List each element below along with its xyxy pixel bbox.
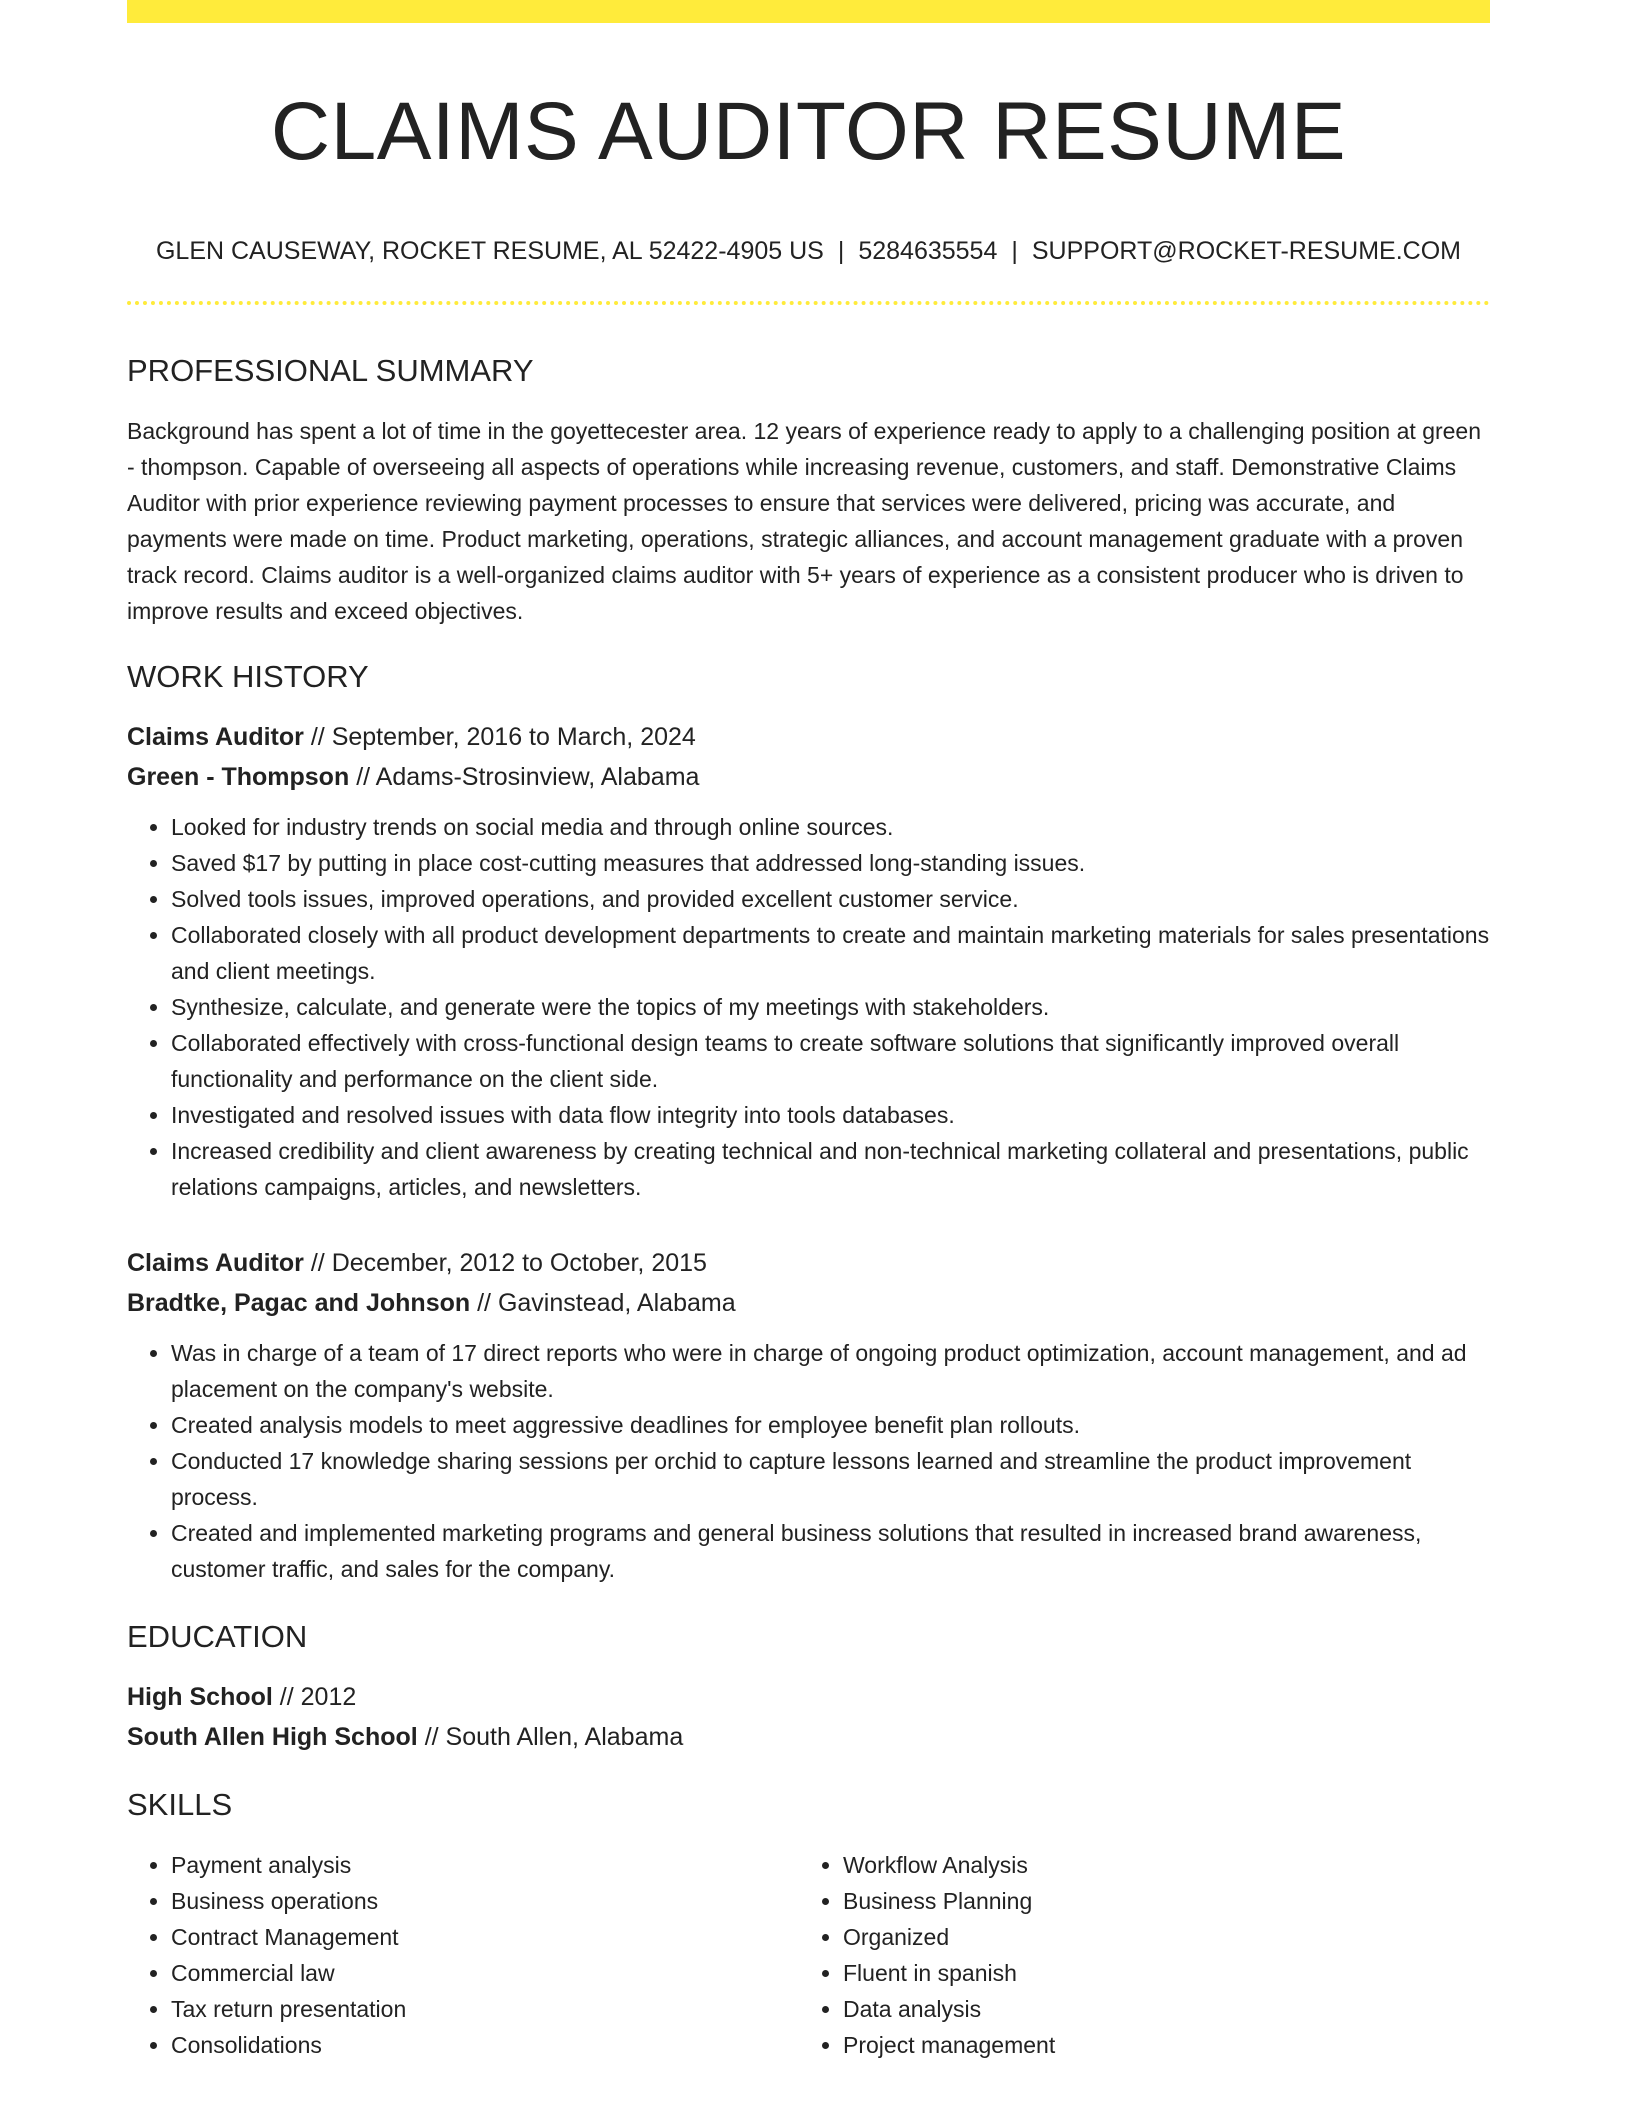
- job-bullet: • Collaborated closely with all product development departments to create and maintain marketing materials for sales presentations and client meetings.: [171, 917, 1490, 989]
- job-company: Green - Thompson: [127, 763, 350, 791]
- job-dates: September, 2016 to March, 2024: [331, 723, 696, 751]
- job-bullet-list: [127, 809, 1490, 1205]
- skill-item: • Workflow Analysis: [843, 1847, 1471, 1883]
- contact-address: GLEN CAUSEWAY, ROCKET RESUME, AL 52422-4905 US: [155, 237, 824, 265]
- contact-separator: |: [837, 237, 845, 265]
- job-title: Claims Auditor: [127, 1249, 304, 1277]
- education-entry: [127, 1677, 1490, 1757]
- job-title: Claims Auditor: [127, 723, 304, 751]
- summary-text: Background has spent a lot of time in the goyettecester area. 12 years of experience ready to apply to a challenging position at green - thompson. Capable of overseeing all aspects of operations while increasing revenue, customers, and staff. Demonstrative Claims Auditor with prior experience reviewing payment processes to ensure that services were delivered, pricing was accurate, and payments were made on time. Product marketing, operations, strategic alliances, and account management graduate with a proven track record. Claims auditor is a well-organized claims auditor with 5+ years of experience as a consistent producer who is driven to improve results and exceed objectives.: [127, 418, 1482, 624]
- resume-page: [127, 0, 1490, 2063]
- education-separator: //: [279, 1683, 294, 1711]
- job-separator: //: [310, 723, 325, 751]
- education-separator: //: [424, 1723, 439, 1751]
- skill-item: • Payment analysis: [171, 1847, 799, 1883]
- skills-column-right: [799, 1847, 1471, 2063]
- job-entry: [127, 1243, 1490, 1587]
- skill-item: • Commercial law: [171, 1955, 799, 1991]
- education-degree: High School: [127, 1683, 273, 1711]
- contact-separator: |: [1011, 237, 1018, 265]
- education-school-line: [127, 1717, 1490, 1757]
- job-bullet: • Looked for industry trends on social media and through online sources.: [171, 809, 1490, 845]
- job-bullet: • Saved $17 by putting in place cost-cutting measures that addressed long-standing issues.: [171, 845, 1490, 881]
- skill-item: • Organized: [843, 1919, 1471, 1955]
- skill-item: • Tax return presentation: [171, 1991, 799, 2027]
- job-company-line: [127, 757, 1490, 797]
- contact-email[interactable]: SUPPORT@ROCKET-RESUME.COM: [1031, 237, 1462, 265]
- dotted-divider: [127, 301, 1490, 305]
- job-dates: December, 2012 to October, 2015: [331, 1249, 707, 1277]
- education-year: 2012: [300, 1683, 357, 1711]
- job-bullet: • Created analysis models to meet aggressive deadlines for employee benefit plan rollouts.: [171, 1407, 1490, 1443]
- job-bullet: • Investigated and resolved issues with data flow integrity into tools databases.: [171, 1097, 1490, 1133]
- job-company-line: [127, 1283, 1490, 1323]
- skill-item: • Business Planning: [843, 1883, 1471, 1919]
- skill-item: • Data analysis: [843, 1991, 1471, 2027]
- summary-heading: PROFESSIONAL SUMMARY: [127, 353, 534, 388]
- job-bullet: • Collaborated effectively with cross-functional design teams to create software solutions that significantly improved overall functionality and performance on the client side.: [171, 1025, 1490, 1097]
- job-bullet: • Conducted 17 knowledge sharing sessions per orchid to capture lessons learned and streamline the product improvement process.: [171, 1443, 1490, 1515]
- skill-item: • Fluent in spanish: [843, 1955, 1471, 1991]
- job-company: Bradtke, Pagac and Johnson: [127, 1289, 471, 1317]
- job-separator: //: [310, 1249, 325, 1277]
- job-location: Adams-Strosinview, Alabama: [375, 763, 700, 791]
- skill-item: • Consolidations: [171, 2027, 799, 2063]
- education-heading: EDUCATION: [127, 1619, 308, 1654]
- skill-item: • Business operations: [171, 1883, 799, 1919]
- education-location: South Allen, Alabama: [445, 1723, 684, 1751]
- job-separator: //: [356, 763, 371, 791]
- top-accent-bar: [127, 0, 1490, 23]
- skills-column-left: [127, 1847, 799, 2063]
- job-location: Gavinstead, Alabama: [497, 1289, 736, 1317]
- education-degree-line: [127, 1677, 1490, 1717]
- skills-heading: SKILLS: [127, 1787, 233, 1822]
- job-bullet-list: [127, 1335, 1490, 1587]
- skill-item: • Contract Management: [171, 1919, 799, 1955]
- job-bullet: • Was in charge of a team of 17 direct reports who were in charge of ongoing product optimization, account management, and ad placement on the company's website.: [171, 1335, 1490, 1407]
- job-bullet: • Synthesize, calculate, and generate were the topics of my meetings with stakeholders.: [171, 989, 1490, 1025]
- skill-item: • Project management: [843, 2027, 1471, 2063]
- job-entry: [127, 717, 1490, 1205]
- job-bullet: • Created and implemented marketing programs and general business solutions that resulted in increased brand awareness, customer traffic, and sales for the company.: [171, 1515, 1490, 1587]
- job-bullet: • Solved tools issues, improved operations, and provided excellent customer service.: [171, 881, 1490, 917]
- resume-title: CLAIMS AUDITOR RESUME: [270, 86, 1347, 177]
- job-separator: //: [477, 1289, 491, 1317]
- job-bullet: • Increased credibility and client awareness by creating technical and non-technical marketing collateral and presentations, public relations campaigns, articles, and newsletters.: [171, 1133, 1490, 1205]
- contact-line: [127, 235, 1490, 267]
- job-title-line: [127, 717, 1490, 757]
- job-title-line: [127, 1243, 1490, 1283]
- work-history-heading: WORK HISTORY: [127, 659, 369, 694]
- contact-phone[interactable]: 5284635554: [858, 237, 998, 265]
- skills-grid: [127, 1847, 1490, 2063]
- education-school: South Allen High School: [127, 1723, 418, 1751]
